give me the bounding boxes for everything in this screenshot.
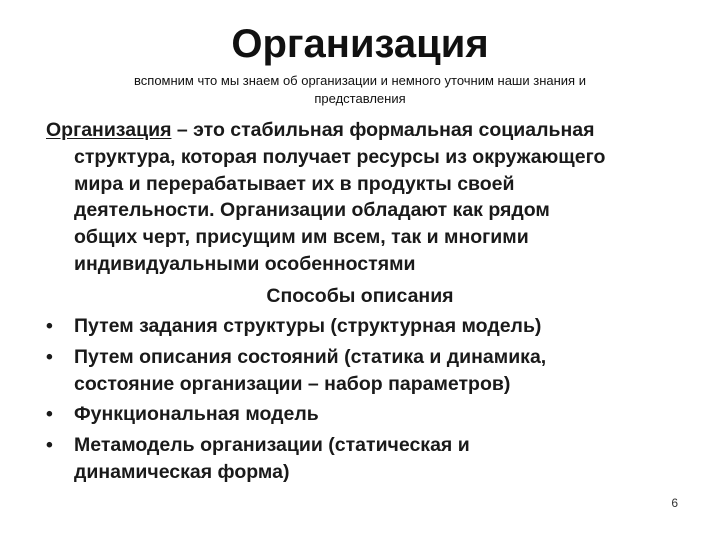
definition-line: деятельности. Организации обладают как рядом xyxy=(74,199,550,222)
methods-heading: Способы описания xyxy=(266,285,454,307)
definition-paragraph xyxy=(46,117,686,278)
subtitle-line: представления xyxy=(314,91,406,106)
page-number: 6 xyxy=(671,496,678,510)
definition-line: общих черт, присущим им всем, так и многими xyxy=(74,226,529,249)
list-item-text: Метамодель организации (статическая и xyxy=(74,434,470,457)
list-item-text: динамическая форма) xyxy=(74,460,290,483)
slide-title: Организация xyxy=(231,22,489,66)
list-item xyxy=(46,432,686,486)
slide-subtitle xyxy=(100,72,620,108)
definition-line: индивидуальными особенностями xyxy=(74,252,416,275)
list-item xyxy=(46,313,686,340)
bullet-icon: • xyxy=(46,345,53,368)
bullet-icon: • xyxy=(46,434,53,457)
definition-lead-text: – это стабильная формальная социальная xyxy=(171,119,595,141)
definition-lead-line xyxy=(46,117,686,144)
list-item-text: Путем описания состояний (статика и динамика, xyxy=(74,345,547,368)
bullet-icon: • xyxy=(46,315,53,337)
list-item xyxy=(46,401,686,428)
list-item-text: Функциональная модель xyxy=(74,403,319,426)
definition-line: структура, которая получает ресурсы из окружающего xyxy=(74,145,606,168)
bullet-icon: • xyxy=(46,403,53,426)
list-item xyxy=(46,344,686,398)
list-item-text: Путем задания структуры (структурная модель) xyxy=(74,315,542,337)
definition-line: мира и перерабатывает их в продукты своей xyxy=(74,172,515,195)
definition-term: Организация xyxy=(46,119,172,141)
subtitle-line: вспомним что мы знаем об организации и немного уточним наши знания и xyxy=(134,73,586,88)
list-item-text: состояние организации – набор параметров) xyxy=(74,372,511,395)
methods-list xyxy=(46,313,686,490)
